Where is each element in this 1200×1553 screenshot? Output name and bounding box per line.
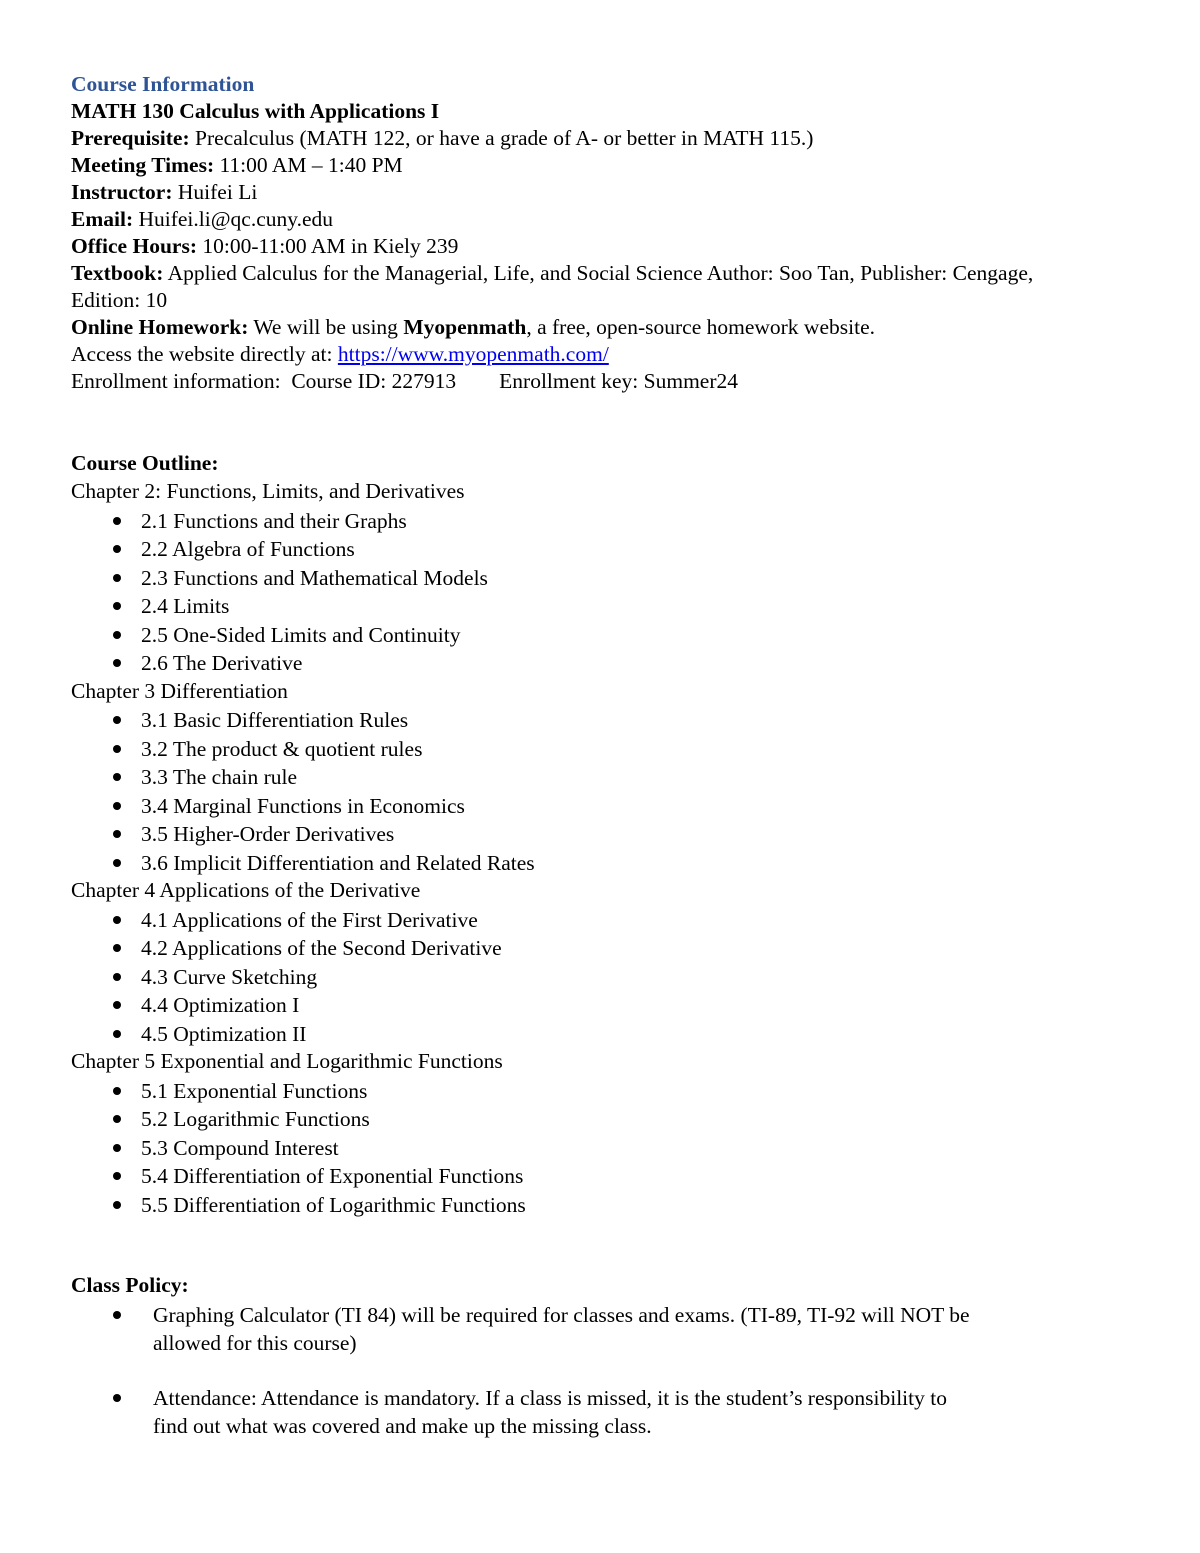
office-hours-line: [71, 233, 458, 260]
online-homework-label: Online Homework:: [71, 315, 249, 339]
bullet-icon: [113, 716, 121, 724]
section-title: 2.2 Algebra of Functions: [141, 537, 355, 561]
section-title: 3.2 The product & quotient rules: [141, 736, 423, 761]
section-title: 5.4 Differentiation of Exponential Functions: [141, 1164, 524, 1188]
enrollment-info: Enrollment information: Course ID: 227913 Enrollment key: Summer24: [71, 369, 739, 393]
course-title: MATH 130 Calculus with Applications I: [71, 99, 440, 123]
bullet-icon: [113, 545, 121, 553]
section-title: 2.3 Functions and Mathematical Models: [141, 565, 488, 590]
myopenmath-name: Myopenmath: [403, 315, 527, 339]
textbook-edition: Edition: 10: [71, 288, 168, 312]
section-title: 3.1 Basic Differentiation Rules: [141, 708, 409, 732]
bullet-icon: [113, 659, 121, 667]
bullet-icon: [113, 574, 121, 582]
meeting-times-value: 11:00 AM – 1:40 PM: [214, 153, 403, 177]
section-title: 2.1 Functions and their Graphs: [141, 508, 407, 533]
access-text: Access the website directly at:: [71, 342, 338, 366]
myopenmath-link[interactable]: https://www.myopenmath.com/: [337, 342, 609, 366]
prerequisite-label: Prerequisite:: [71, 126, 190, 150]
bullet-icon: [113, 830, 121, 838]
office-hours-label: Office Hours:: [71, 234, 197, 258]
section-title: 3.6 Implicit Differentiation and Related Rates: [141, 850, 535, 875]
textbook-line: [71, 260, 1033, 287]
bullet-icon: [113, 1394, 121, 1402]
course-information-heading: Course Information: [71, 72, 255, 96]
bullet-icon: [113, 1030, 121, 1038]
section-title: 5.1 Exponential Functions: [141, 1078, 368, 1103]
chapter-title: Chapter 5 Exponential and Logarithmic Functions: [71, 1049, 503, 1073]
prerequisite-value: Precalculus (MATH 122, or have a grade of A- or better in MATH 115.): [189, 126, 814, 150]
section-title: 2.4 Limits: [141, 594, 230, 618]
instructor-line: [71, 179, 257, 206]
bullet-icon: [113, 973, 121, 981]
online-homework-post: , a free, open-source homework website.: [526, 315, 875, 339]
chapter-title: Chapter 2: Functions, Limits, and Derivatives: [71, 479, 465, 503]
bullet-icon: [113, 1144, 121, 1152]
section-title: 2.5 One-Sided Limits and Continuity: [141, 622, 461, 647]
bullet-icon: [113, 773, 121, 781]
section-title: 5.3 Compound Interest: [141, 1135, 339, 1160]
bullet-icon: [113, 916, 121, 924]
section-title: 2.6 The Derivative: [141, 651, 303, 675]
office-hours-value: 10:00-11:00 AM in Kiely 239: [196, 234, 459, 258]
section-title: 3.3 The chain rule: [141, 765, 298, 789]
section-title: 4.1 Applications of the First Derivative: [141, 907, 478, 932]
textbook-value: Applied Calculus for the Managerial, Life, and Social Science Author: Soo Tan, Publisher: Cengage,: [163, 261, 1034, 285]
meeting-times-label: Meeting Times:: [71, 153, 215, 177]
bullet-icon: [113, 859, 121, 867]
chapter-title: Chapter 4 Applications of the Derivative: [71, 878, 421, 902]
email-label: Email:: [71, 207, 134, 231]
bullet-icon: [113, 1311, 121, 1319]
section-title: 4.3 Curve Sketching: [141, 964, 318, 989]
policy-text: Graphing Calculator (TI 84) will be required for classes and exams. (TI-89, TI-92 will NOT be allowed for this course): [153, 1303, 970, 1355]
section-title: 4.2 Applications of the Second Derivative: [141, 936, 502, 960]
section-title: 3.5 Higher-Order Derivatives: [141, 822, 395, 846]
access-line: [71, 341, 609, 368]
class-policy-heading: Class Policy:: [71, 1273, 189, 1297]
bullet-icon: [113, 1001, 121, 1009]
section-title: 4.5 Optimization II: [141, 1021, 307, 1046]
section-title: 5.2 Logarithmic Functions: [141, 1107, 370, 1131]
email-value: Huifei.li@qc.cuny.edu: [133, 207, 334, 231]
online-homework-pre: We will be using: [248, 315, 404, 339]
bullet-icon: [113, 1172, 121, 1180]
bullet-icon: [113, 944, 121, 952]
section-title: 5.5 Differentiation of Logarithmic Functions: [141, 1192, 526, 1217]
bullet-icon: [113, 517, 121, 525]
bullet-icon: [113, 802, 121, 810]
section-title: 4.4 Optimization I: [141, 993, 300, 1017]
course-outline-heading: Course Outline:: [71, 451, 219, 475]
prerequisite-line: [71, 125, 813, 152]
online-homework-line: [71, 314, 875, 341]
textbook-label: Textbook:: [71, 261, 164, 285]
email-line: [71, 206, 333, 233]
policy-text: Attendance: Attendance is mandatory. If a class is missed, it is the student’s responsibility to find out what was covered and make up the missing class.: [153, 1386, 947, 1438]
bullet-icon: [113, 1087, 121, 1095]
instructor-label: Instructor:: [71, 180, 173, 204]
bullet-icon: [113, 631, 121, 639]
chapter-title: Chapter 3 Differentiation: [71, 678, 288, 703]
bullet-icon: [113, 1201, 121, 1209]
section-title: 3.4 Marginal Functions in Economics: [141, 793, 465, 818]
meeting-times-line: [71, 152, 403, 179]
instructor-value: Huifei Li: [172, 180, 258, 204]
bullet-icon: [113, 602, 121, 610]
bullet-icon: [113, 745, 121, 753]
bullet-icon: [113, 1115, 121, 1123]
